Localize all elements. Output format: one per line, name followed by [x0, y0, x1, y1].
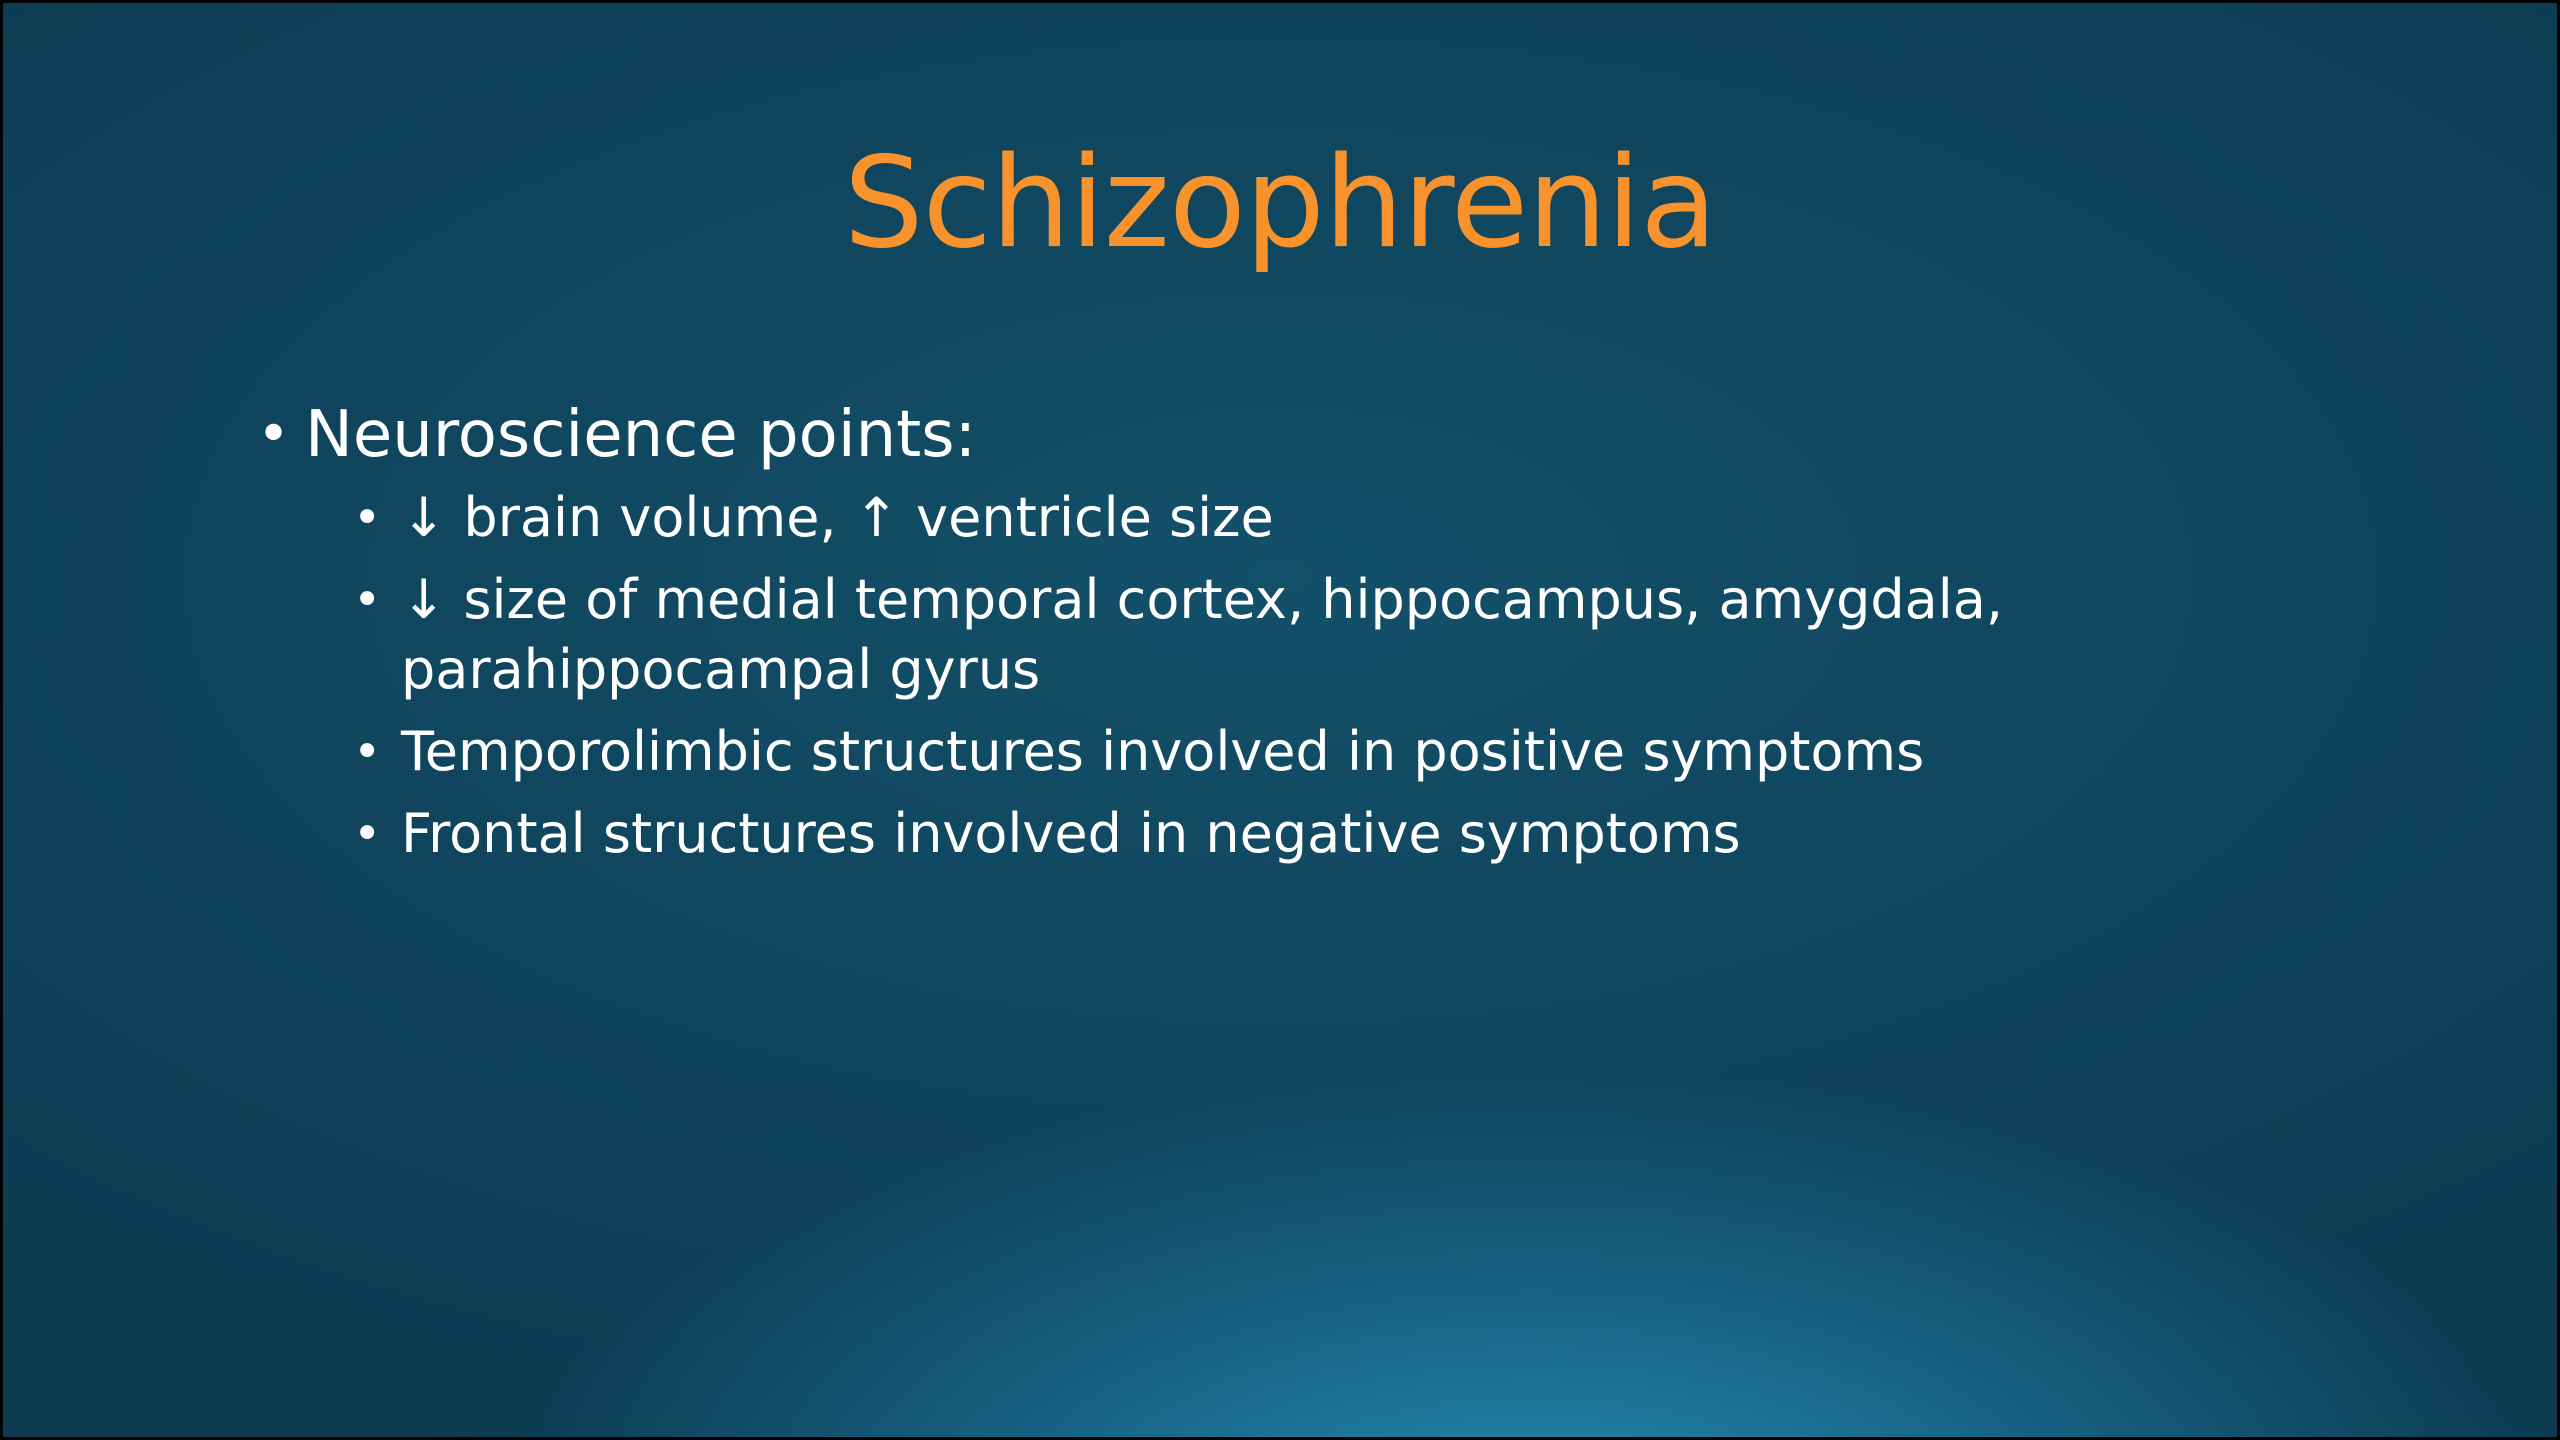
bullet-dot-icon: • — [257, 402, 291, 467]
bullet-dot-icon: • — [353, 724, 382, 780]
sub-bullet-text: ↓ size of medial temporal cortex, hippocampus, amygdala, parahippocampal gyrus — [401, 568, 2004, 701]
bullet-dot-icon: • — [353, 806, 382, 862]
sub-bullet-text: Temporolimbic structures involved in positive symptoms — [401, 720, 1925, 783]
presentation-slide — [3, 3, 2557, 1437]
bullet-dot-icon: • — [353, 490, 382, 546]
bullet-dot-icon: • — [353, 572, 382, 628]
slide-title: Schizophrenia — [843, 129, 1717, 276]
main-bullet-text: Neuroscience points: — [305, 398, 977, 472]
sub-bullet-text: ↓ brain volume, ↑ ventricle size — [401, 486, 1274, 549]
sub-bullet-text: Frontal structures involved in negative symptoms — [401, 802, 1741, 865]
